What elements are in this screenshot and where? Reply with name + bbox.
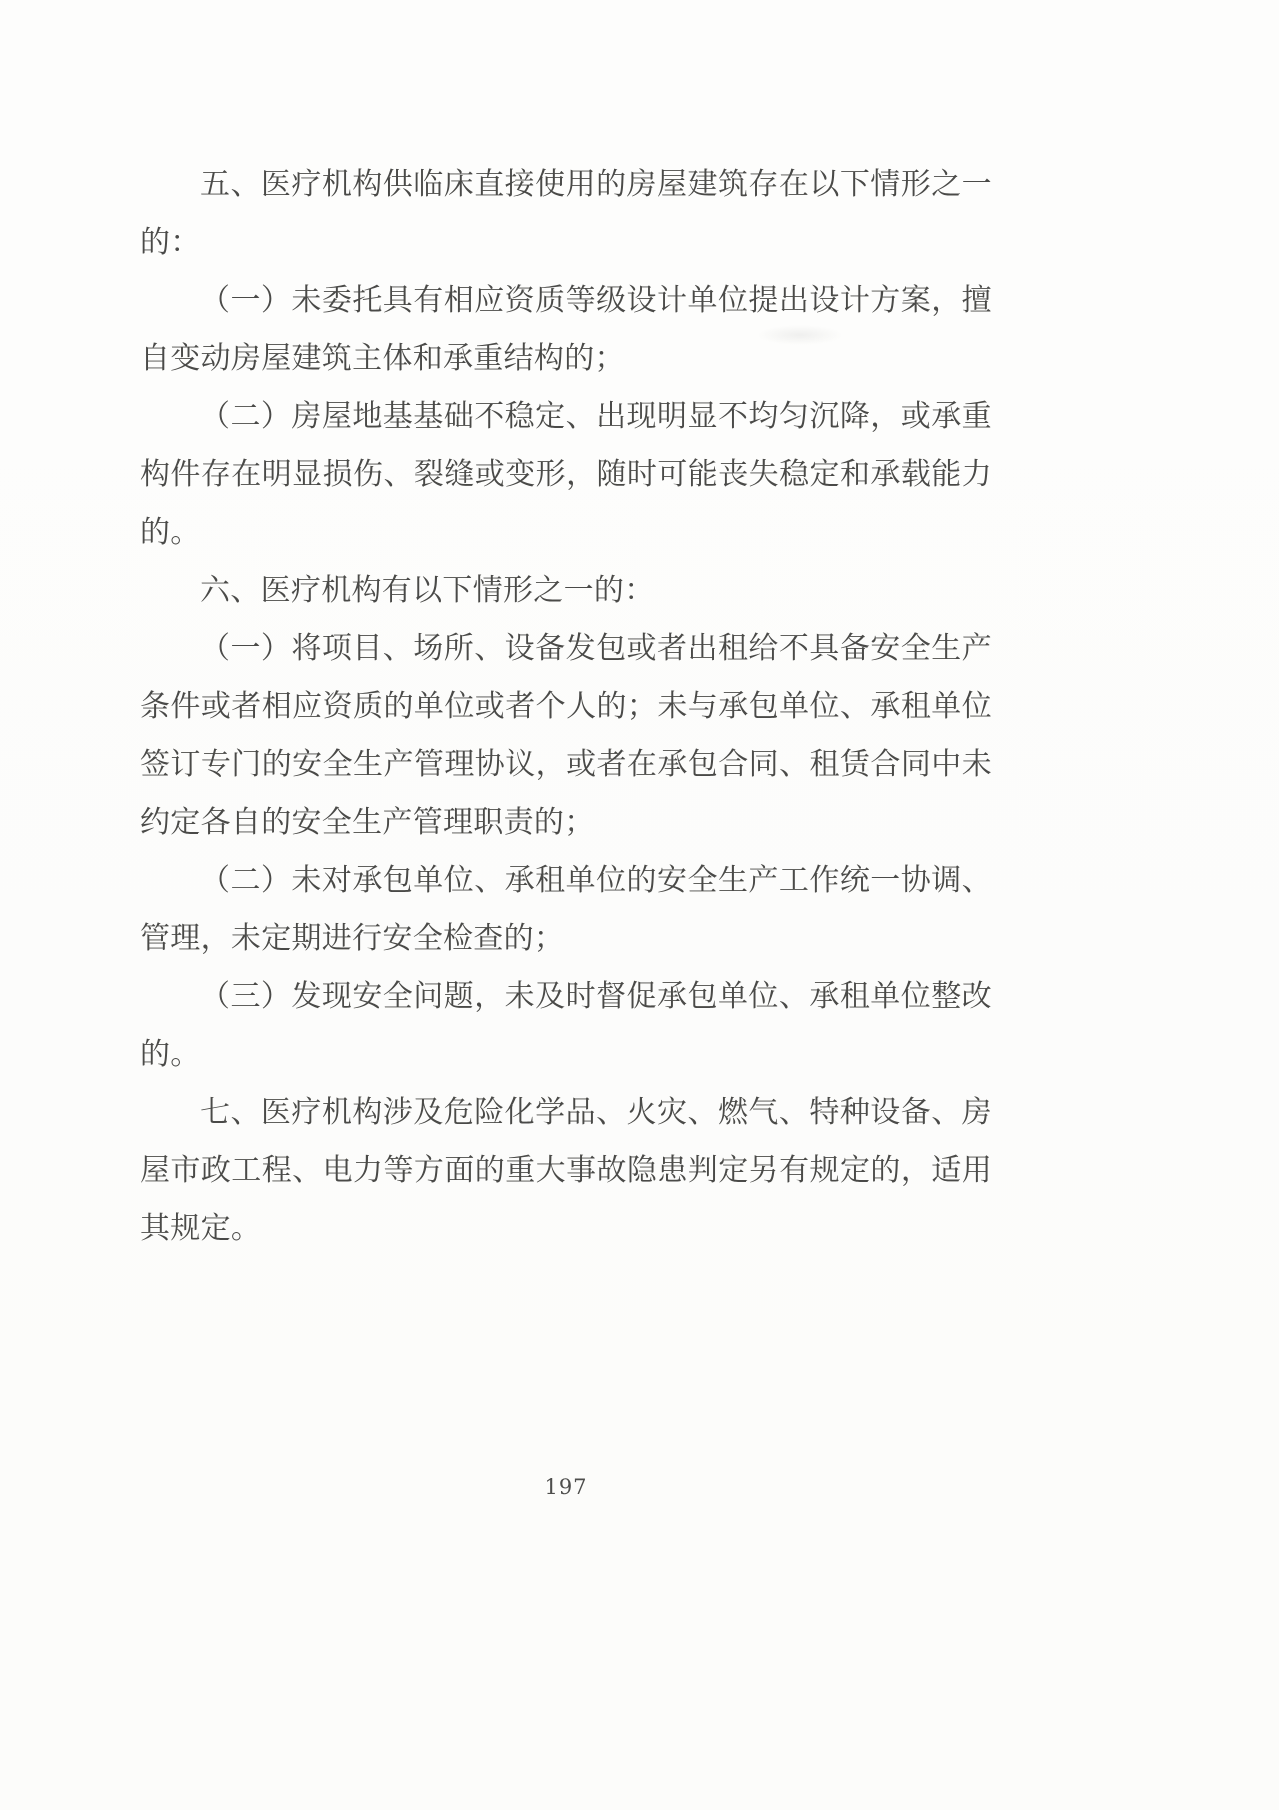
paragraph-item-5-2: （二）房屋地基基础不稳定、出现明显不均匀沉降，或承重构件存在明显损伤、裂缝或变形，随时可能丧失稳定和承载能力的。: [140, 399, 992, 550]
paragraph-item-7: 七、医疗机构涉及危险化学品、火灾、燃气、特种设备、房屋市政工程、电力等方面的重大事故隐患判定另有规定的，适用其规定。: [140, 1095, 992, 1246]
document-text-block: [140, 156, 992, 1258]
paragraph-item-6-2: （二）未对承包单位、承租单位的安全生产工作统一协调、管理，未定期进行安全检查的；: [140, 863, 992, 956]
paragraph-item-6-1: （一）将项目、场所、设备发包或者出租给不具备安全生产条件或者相应资质的单位或者个人的；未与承包单位、承租单位签订专门的安全生产管理协议，或者在承包合同、租赁合同中未约定各自的安全生产管理职责的；: [140, 631, 992, 840]
paragraph-item-6-3: （三）发现安全问题，未及时督促承包单位、承租单位整改的。: [140, 979, 992, 1072]
paragraph-item-5-1: （一）未委托具有相应资质等级设计单位提出设计方案，擅自变动房屋建筑主体和承重结构的；: [140, 283, 992, 376]
paragraph-item-5: 五、医疗机构供临床直接使用的房屋建筑存在以下情形之一的：: [140, 167, 992, 260]
paragraph-item-6: 六、医疗机构有以下情形之一的：: [200, 573, 655, 608]
page-number: 197: [544, 1475, 588, 1499]
